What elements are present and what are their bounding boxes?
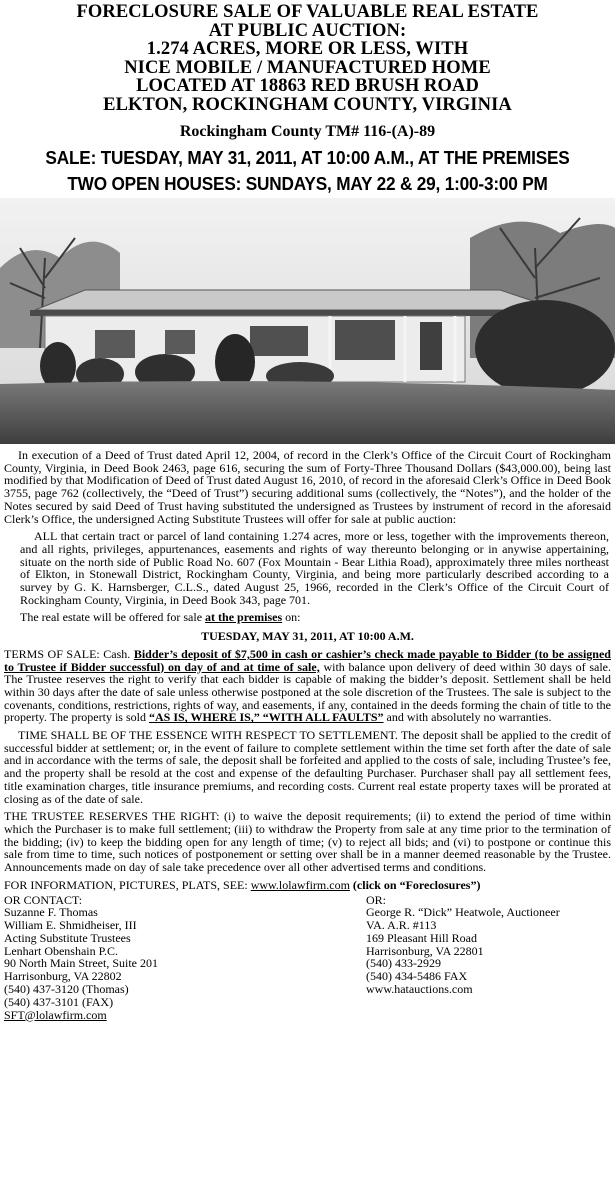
contact-line: 169 Pleasant Hill Road: [366, 930, 477, 945]
terms-of-sale-paragraph: [4, 648, 611, 724]
sale-date-banner: SALE: TUESDAY, MAY 31, 2011, AT 10:00 A.M., AT THE PREMISES: [45, 147, 570, 168]
headline: [4, 0, 611, 114]
trustee-contacts: [4, 894, 366, 1022]
tax-map-number: Rockingham County TM# 116-(A)-89: [179, 123, 436, 140]
deposit-terms: Bidder’s deposit of $7,500 in cash or cashier’s check made payable to Bidder (to be assigned to Trustee if Bidder successful) on day of and at time of sale,: [4, 646, 611, 674]
trustee-reserves-paragraph: THE TRUSTEE RESERVES THE RIGHT: (i) to waive the deposit requirements; (ii) to extend the period of time within which the Purchaser is to make full settlement; (iii) to withdraw the Property from sale at any time prior to the termination of the bidding; (iv) to keep the bidding open for any length of time; (v) to reject all bids; and (vi) to postpone or continue this sale from time to time, such notices of postponement or setting over shall be in a manner deemed reasonable by the Trustee. Announcements made on day of sale take precedence over all other advertised terms and conditions.: [4, 809, 611, 875]
info-suffix: (click on “Foreclosures”): [349, 877, 481, 892]
house-photo-icon: [0, 198, 615, 444]
headline-line: NICE MOBILE / MANUFACTURED HOME: [124, 57, 491, 78]
trustee-email-link[interactable]: SFT@lolawfirm.com: [4, 1007, 107, 1022]
info-line: [4, 879, 611, 892]
contact-section: [4, 894, 611, 1022]
deed-of-trust-paragraph: In execution of a Deed of Trust dated April 12, 2004, of record in the Clerk’s Office of the Circuit Court of Rockingham County, Virginia, in Deed Book 2463, page 616, securing the sum of Forty-Three Thousand Dollars ($43,000.00), being last modified by that Modification of Deed of Trust dated August 16, 2010, of record in the aforesaid Clerk’s Office in Deed Book 3755, page 762 (collectively, the “Deed of Trust”) securing additional sums (collectively, the “Notes”), and the holder of the Notes secured by said Deed of Trust having substituted the undersigned as Trustees by instrument of record in the aforesaid Clerk’s Office, the undersigned Acting Substitute Trustees will offer for sale at public auction:: [4, 448, 611, 526]
website-link[interactable]: www.lolawfirm.com: [250, 877, 350, 892]
contact-line: Lenhart Obenshain P.C.: [4, 943, 118, 958]
contact-line: OR:: [366, 892, 387, 907]
headline-line: FORECLOSURE SALE OF VALUABLE REAL ESTATE: [76, 2, 539, 22]
contact-line: VA. A.R. #113: [366, 918, 437, 933]
premises-text: The real estate will be offered for sale: [20, 610, 206, 625]
premises-underlined: at the premises: [205, 610, 283, 625]
contact-line: George R. “Dick” Heatwole, Auctioneer: [366, 905, 560, 920]
contact-line: (540) 434-5486 FAX: [366, 969, 468, 984]
sale-date-line: TUESDAY, MAY 31, 2011, AT 10:00 A.M.: [201, 629, 414, 644]
headline-line: 1.274 ACRES, MORE OR LESS, WITH: [146, 39, 469, 59]
contact-line: Suzanne F. Thomas: [4, 905, 98, 920]
time-of-essence-paragraph: TIME SHALL BE OF THE ESSENCE WITH RESPECT TO SETTLEMENT. The deposit shall be applied to the credit of successful bidder at settlement; or, in the event of failure to complete settlement within the time set forth after the date of sale and in accordance with the terms of sale, the deposit shall be forfeited and applied to the costs of sale, including Trustee’s fee, and the property shall be resold at the cost and expense of the defaulting Purchaser. Purchaser shall pay all settlement fees, title examination charges, title insurance premiums, and recording costs. Current real estate property taxes will be prorated at closing as of the date of sale.: [4, 728, 611, 806]
as-is-clause: “AS IS, WHERE IS,” “WITH ALL FAULTS”: [148, 710, 384, 725]
info-label: FOR INFORMATION, PICTURES, PLATS, SEE:: [4, 877, 251, 892]
contact-line: (540) 437-3101 (FAX): [4, 994, 114, 1009]
headline-line: AT PUBLIC AUCTION:: [208, 20, 407, 41]
contact-line: Acting Substitute Trustees: [4, 930, 131, 945]
notice-body: [4, 449, 611, 892]
house-photo: [0, 198, 615, 444]
contact-line: Harrisonburg, VA 22802: [4, 969, 122, 984]
premises-suffix: on:: [282, 610, 301, 625]
terms-label: TERMS OF SALE: Cash.: [4, 646, 134, 661]
contact-line: OR CONTACT:: [4, 892, 83, 907]
property-description-paragraph: ALL that certain tract or parcel of land containing 1.274 acres, more or less, together with the improvements thereon, and all rights, privileges, appurtenances, easements and rights of way thereunto belonging or in anywise appertaining, situate on the north side of Public Road No. 607 (Fox Mountain - Bear Lithia Road), approximately three miles northeast of Elkton, in Stonewall District, Rockingham County, Virginia, and being more particularly described according to a survey by G. K. Harnsberger, C.L.S., dated August 25, 1966, recorded in the Clerk’s Office of the Circuit Court of Rockingham County, Virginia, in Deed Book 343, page 701.: [20, 529, 609, 607]
headline-line: ELKTON, ROCKINGHAM COUNTY, VIRGINIA: [103, 94, 512, 115]
contact-line: 90 North Main Street, Suite 201: [4, 956, 158, 971]
terms-end: and with absolutely no warranties.: [383, 710, 552, 725]
auctioneer-contacts: [366, 894, 606, 1022]
contact-line: (540) 433-2929: [366, 956, 441, 971]
headline-line: LOCATED AT 18863 RED BRUSH ROAD: [136, 76, 479, 96]
terms-text: with balance upon delivery of deed within 30 days of sale. The Trustee reserves the right to verify that each bidder is capable of making the bidder’s deposit. Settlement shall be held within 30 days after the date of sale unless otherwise postponed at the sole discretion of the Trustees. The sale is subject to the covenants, conditions, restrictions, rights of way, and easements, if any, contained in the deeds forming the chain of title to the property. The property is sold: [4, 659, 611, 725]
auctioneer-website-link[interactable]: www.hatauctions.com: [366, 982, 473, 997]
premises-paragraph: [4, 611, 611, 624]
open-houses-banner: TWO OPEN HOUSES: SUNDAYS, MAY 22 & 29, 1:00-3:00 PM: [67, 173, 548, 194]
contact-line: Harrisonburg, VA 22801: [366, 943, 484, 958]
contact-line: William E. Shmidheiser, III: [4, 918, 137, 933]
contact-line: (540) 437-3120 (Thomas): [4, 982, 129, 997]
